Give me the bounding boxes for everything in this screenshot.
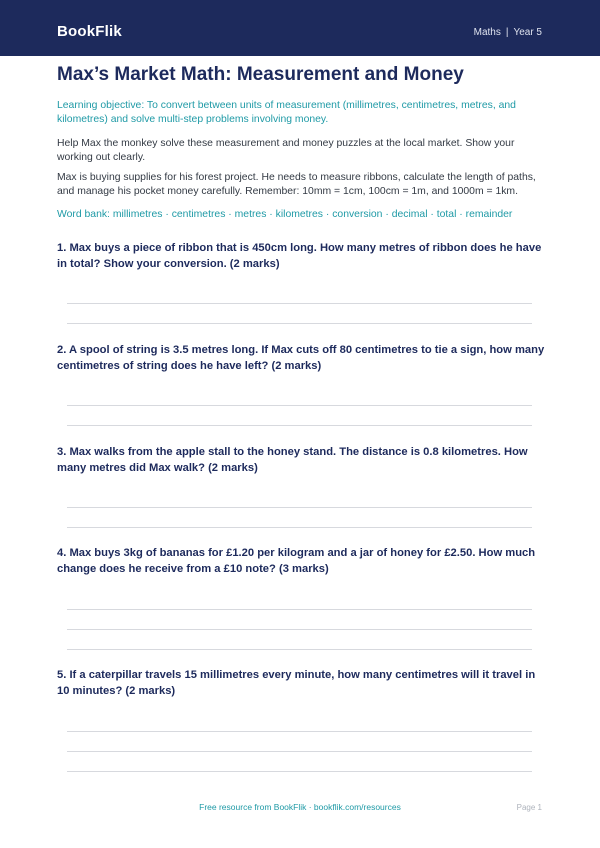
brand-logo: BookFlik (57, 23, 122, 40)
page-number: Page 1 (516, 803, 542, 812)
year-label: Year 5 (513, 27, 542, 38)
page-header (0, 0, 600, 56)
intro-paragraph-1: Help Max the monkey solve these measurement and money puzzles at the local market. Show your working out clearly. (57, 138, 515, 163)
answer-line[interactable] (67, 649, 532, 650)
answer-line[interactable] (67, 323, 532, 324)
answer-line[interactable] (67, 609, 532, 610)
answer-line[interactable] (67, 527, 532, 528)
header-separator: | (505, 27, 509, 38)
answer-line[interactable] (67, 629, 532, 630)
intro-paragraph-2: Max is buying supplies for his forest project. He needs to measure ribbons, calculate the length of paths, and manage his pocket money carefully. Remember: 10mm = 1cm, 100cm = 1m, and 1000m = 1km. (57, 172, 536, 197)
answer-line[interactable] (67, 303, 532, 304)
question-5: 5. If a caterpillar travels 15 millimetres every minute, how many centimetres will it travel in 10 minutes? (2 marks) (57, 669, 536, 697)
answer-line[interactable] (67, 731, 532, 732)
answer-line[interactable] (67, 425, 532, 426)
learning-objective: Learning objective: To convert between units of measurement (millimetres, centimetres, metres, and kilometres) and solve multi-step problems involving money. (57, 100, 516, 125)
answer-line[interactable] (67, 405, 532, 406)
answer-line[interactable] (67, 771, 532, 772)
question-2: 2. A spool of string is 3.5 metres long. If Max cuts off 80 centimetres to tie a sign, how many centimetres of string does he have left? (2 marks) (57, 344, 545, 372)
footer-link[interactable]: Free resource from BookFlik · bookflik.com/resources (199, 802, 401, 812)
word-bank: Word bank: millimetres · centimetres · metres · kilometres · conversion · decimal · total · remainder (57, 209, 513, 220)
subject-year-label (474, 27, 542, 38)
question-1: 1. Max buys a piece of ribbon that is 450cm long. How many metres of ribbon does he have in total? Show your conversion. (2 marks) (57, 242, 542, 270)
question-4: 4. Max buys 3kg of bananas for £1.20 per kilogram and a jar of honey for £2.50. How much change does he receive from a £10 note? (3 marks) (57, 547, 536, 575)
worksheet-title: Max’s Market Math: Measurement and Money (57, 64, 464, 85)
answer-line[interactable] (67, 751, 532, 752)
question-3: 3. Max walks from the apple stall to the honey stand. The distance is 0.8 kilometres. How many metres did Max walk? (2 marks) (57, 446, 528, 474)
subject-label: Maths (473, 27, 501, 38)
answer-line[interactable] (67, 507, 532, 508)
